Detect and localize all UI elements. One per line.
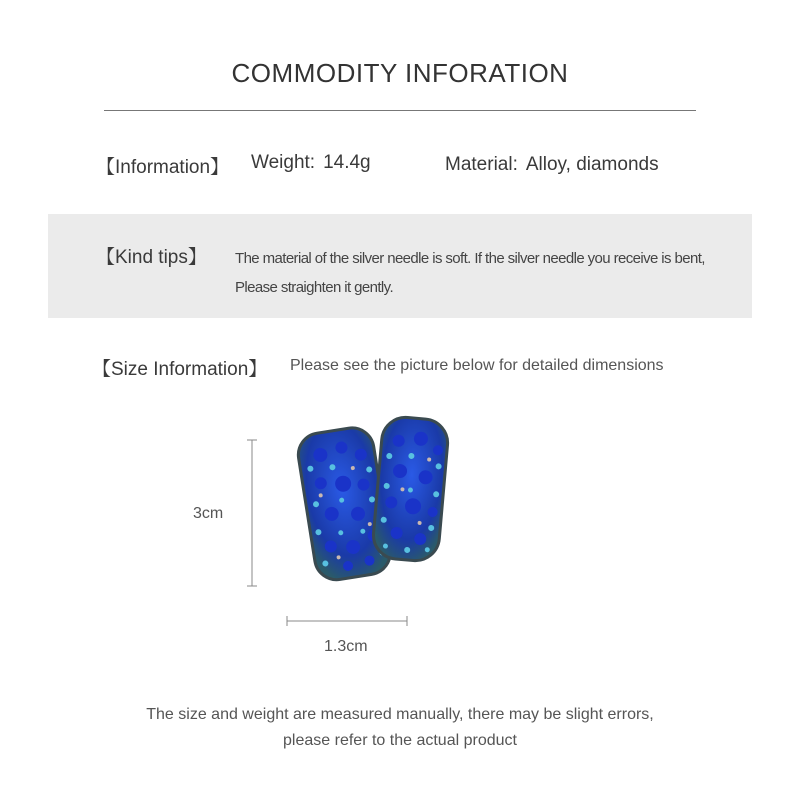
height-dimension-line: [247, 440, 257, 586]
width-dimension-line: [287, 616, 407, 626]
disclaimer-line-1: The size and weight are measured manually, there may be slight errors,: [146, 706, 654, 723]
kind-tips-panel: [48, 214, 752, 318]
material-value: Alloy, diamonds: [525, 154, 659, 175]
size-information-row: [92, 352, 732, 382]
width-dimension-label: 1.3cm: [324, 638, 368, 655]
kind-tips-label: 【Kind tips】: [96, 247, 207, 268]
right-earring: [371, 415, 449, 562]
kind-tips-line-2: Please straighten it gently.: [235, 279, 394, 296]
size-information-note: Please see the picture below for detailed dimensions: [290, 357, 664, 374]
title-divider: [104, 110, 696, 111]
weight-value: 14.4g: [323, 152, 371, 173]
weight-label: Weight:: [251, 152, 316, 173]
information-label: 【Information】: [96, 157, 230, 178]
size-information-label: 【Size Information】: [92, 359, 268, 380]
weight-spec: [251, 152, 371, 174]
height-dimension-label: 3cm: [193, 505, 224, 522]
material-spec: [445, 154, 659, 176]
information-row: [96, 150, 736, 182]
earring-image: [180, 400, 480, 670]
size-diagram: [180, 400, 480, 670]
kind-tips-line-1: The material of the silver needle is soft. If the silver needle you receive is bent,: [235, 250, 705, 267]
measurement-disclaimer: [0, 702, 800, 754]
material-label: Material:: [445, 154, 518, 175]
disclaimer-line-2: please refer to the actual product: [283, 732, 517, 749]
kind-tips-text: [235, 244, 740, 302]
page-title: COMMODITY INFORATION: [231, 58, 569, 88]
